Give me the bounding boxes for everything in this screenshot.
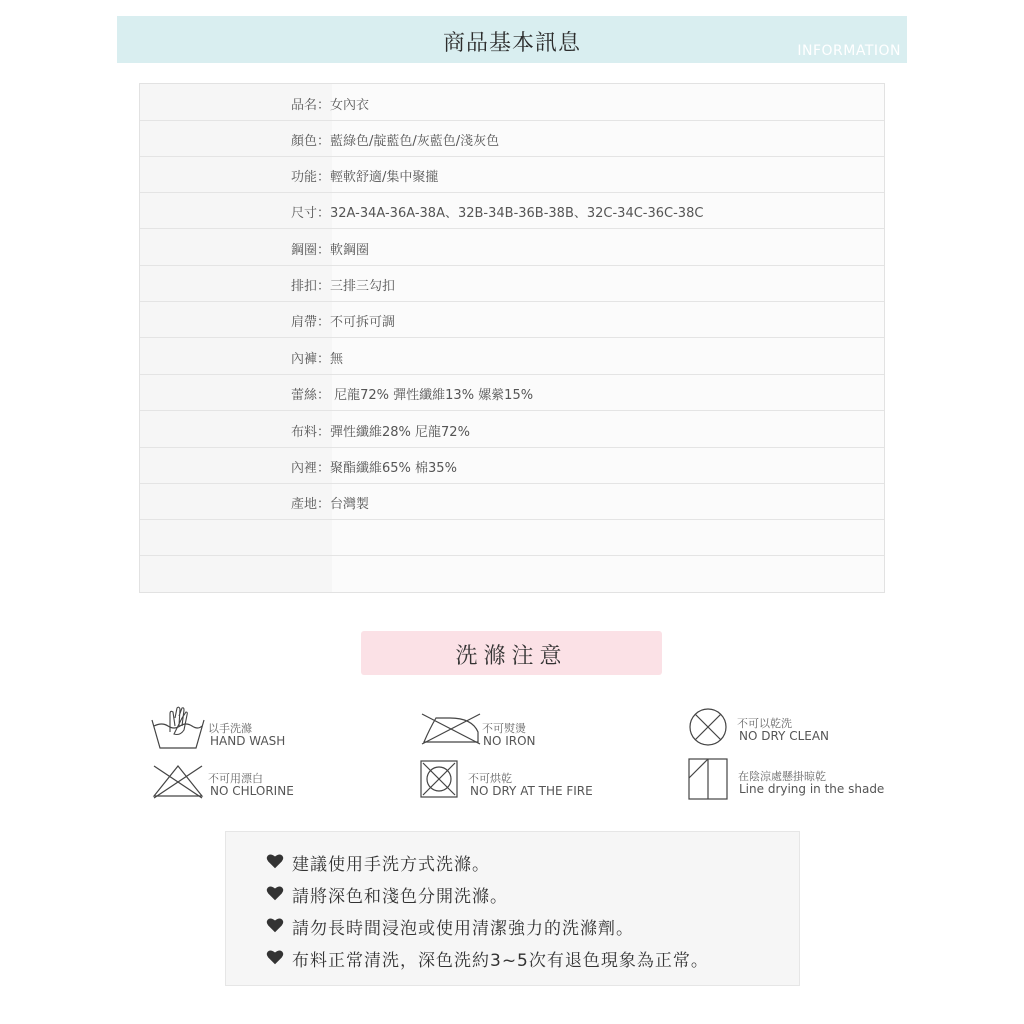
care-en-label: NO DRY CLEAN [739, 729, 830, 743]
care-en-label: Line drying in the shade [739, 782, 885, 796]
spec-row-lining [140, 447, 884, 484]
spec-row-function [140, 156, 884, 193]
wash-note-text: 建議使用手洗方式洗滌。 [292, 855, 490, 875]
spec-row-origin [140, 483, 884, 520]
care-zh-label: 以手洗滌 [208, 722, 252, 735]
hand-wash-icon [150, 704, 206, 750]
care-en-label: NO IRON [483, 734, 536, 748]
spec-text: 品名：女內衣 [291, 98, 370, 113]
care-hand-wash [150, 704, 310, 750]
spec-row-panties [140, 338, 884, 375]
wash-section-title: 洗滌注意 [455, 644, 568, 669]
wash-note-text: 請勿長時間浸泡或使用清潔強力的洗滌劑。 [292, 919, 634, 939]
spec-row-underwire [140, 229, 884, 266]
care-en-label: HAND WASH [210, 734, 286, 748]
wash-note-text: 請將深色和淺色分開洗滌。 [292, 887, 508, 907]
heart-icon [266, 884, 284, 902]
care-no-iron [420, 712, 580, 752]
spec-row-straps [140, 301, 884, 338]
spec-text: 產地：台灣製 [291, 497, 370, 512]
spec-row-lace [140, 374, 884, 411]
heart-icon [266, 916, 284, 934]
wash-notes-box [225, 831, 800, 986]
spec-row-empty [140, 555, 884, 591]
care-zh-label: 不可以乾洗 [737, 717, 792, 730]
spec-row-fabric [140, 411, 884, 448]
spec-text: 鋼圈：軟鋼圈 [291, 243, 370, 258]
no-tumble-dry-icon [420, 760, 460, 800]
care-line-dry-shade [688, 758, 888, 802]
section-subtitle: INFORMATION [797, 43, 901, 59]
spec-table [139, 83, 885, 593]
heart-icon [266, 852, 284, 870]
spec-row-empty [140, 519, 884, 556]
spec-row-name [140, 84, 884, 121]
line-dry-shade-icon [688, 758, 730, 802]
section-header-info [117, 16, 907, 63]
spec-row-size [140, 192, 884, 229]
care-en-label: NO CHLORINE [210, 784, 294, 798]
wash-note-text: 布料正常清洗，深色洗約3~5次有退色現象為正常。 [292, 951, 709, 971]
spec-text: 內裡：聚酯纖維65% 棉35% [291, 461, 457, 476]
care-zh-label: 不可熨燙 [482, 722, 526, 735]
care-no-dry-clean [688, 707, 848, 749]
spec-text: 布料：彈性纖維28% 尼龍72% [291, 425, 470, 440]
section-title: 商品基本訊息 [442, 31, 581, 56]
spec-text: 排扣：三排三勾扣 [291, 279, 396, 294]
no-dry-clean-icon [688, 707, 730, 749]
care-no-chlorine [152, 762, 312, 802]
care-no-tumble-dry [420, 760, 600, 802]
spec-text: 內褲：無 [291, 352, 344, 367]
spec-text: 蕾絲： 尼龍72% 彈性纖維13% 嫘縈15% [291, 388, 534, 403]
spec-text: 顏色：藍綠色/靛藍色/灰藍色/淺灰色 [291, 134, 500, 149]
care-zh-label: 不可用漂白 [208, 772, 263, 785]
no-iron-icon [420, 712, 482, 746]
spec-text: 尺寸：32A-34A-36A-38A、32B-34B-36B-38B、32C-34C-36C-38C [291, 206, 704, 221]
spec-text: 功能：輕軟舒適/集中聚攏 [291, 170, 439, 185]
spec-row-color [140, 120, 884, 157]
spec-row-hooks [140, 265, 884, 302]
wash-section-header [361, 631, 662, 675]
care-zh-label: 在陰涼處懸掛晾乾 [738, 770, 826, 783]
care-zh-label: 不可烘乾 [468, 772, 512, 785]
heart-icon [266, 948, 284, 966]
care-en-label: NO DRY AT THE FIRE [470, 784, 593, 798]
spec-text: 肩帶：不可拆可調 [291, 315, 396, 330]
no-chlorine-icon [152, 762, 204, 800]
